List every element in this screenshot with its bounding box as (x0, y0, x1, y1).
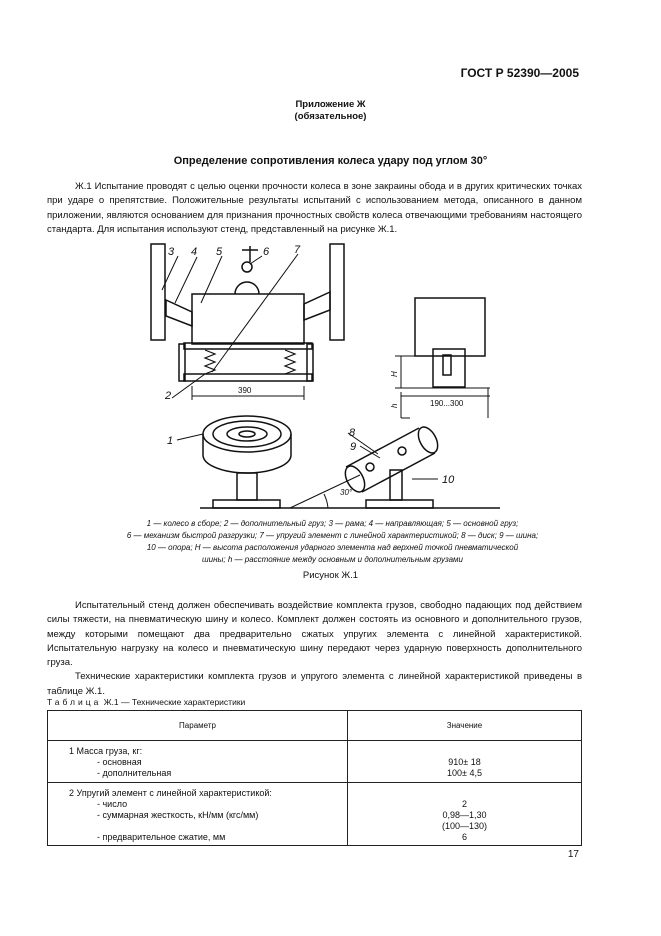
label-10: 10 (442, 474, 455, 486)
header-value: Значение (348, 711, 582, 741)
item-value: 6 (461, 832, 467, 842)
frame-right-pillar (330, 244, 344, 340)
body-paragraph-1: Испытательный стенд должен обеспечивать воздействие комплекта грузов, свободно падающих под действием силы тяжести, на пневматическую шину и колесо. Комплект должен состоять из основного и дополнительного грузов, между которыми помещают два предварительно сжатых упругих элемента с линейной характеристикой. Испытательную нагрузку на колесо и пневматическую шину передают через ударную поверхность дополнительного груза. (47, 600, 582, 669)
dim-H: H (390, 371, 399, 377)
item-value: 2 (461, 799, 467, 809)
guide-left (166, 300, 192, 326)
item-label: - дополнительная (97, 768, 172, 778)
item-label: - предварительное сжатие, мм (97, 832, 226, 842)
frame-left-pillar (151, 244, 165, 340)
item-value: 100± 4,5 (447, 768, 482, 778)
group-title: 1 Масса груза, кг: (69, 746, 143, 756)
item-label: - число (97, 799, 128, 809)
annex-label: Приложение Ж (295, 99, 366, 110)
standard-number: ГОСТ Р 52390—2005 (460, 66, 579, 80)
section-heading: Определение сопротивления колеса удару под углом 30° (173, 155, 488, 167)
page-number: 17 (567, 849, 579, 860)
label-4: 4 (191, 246, 198, 258)
header-parameter: Параметр (48, 711, 348, 741)
group-title: 2 Упругий элемент с линейной характеристикой: (69, 788, 272, 798)
item-value: 0,98—1,30 (442, 810, 487, 820)
item-label: - основная (97, 757, 142, 767)
legend-line: 6 — механизм быстрой разгрузки; 7 — упругий элемент с линейной характеристикой; 8 — диск; 9 — шина; (126, 531, 539, 540)
table-header-row (48, 711, 582, 741)
dim-range: 190...300 (430, 399, 464, 408)
label-2: 2 (165, 390, 172, 402)
legend-line: шины; h — расстояние между основным и дополнительным грузами (202, 555, 463, 564)
intro-paragraph-text: Ж.1 Испытание проводят с целью оценки прочности колеса в зоне закраины обода и в других критических точках при ударе о препятствие. Положительные результаты испытаний с использованием метода, описанного в данном приложении, являются основанием для признания прочностных свойств колеса отвечающими требованиям настоящего стандарта. Для испытания используют стенд, представленный на рисунке Ж.1. (47, 181, 582, 235)
label-9: 9 (350, 441, 357, 453)
label-6: 6 (263, 246, 270, 258)
item-label (49, 821, 346, 832)
table-caption-title: Ж.1 — Технические характеристики (103, 697, 246, 707)
param-cell (48, 783, 348, 846)
param-cell (48, 741, 348, 783)
label-7: 7 (294, 244, 301, 256)
item-value: 910± 18 (448, 757, 481, 767)
label-5: 5 (216, 246, 223, 258)
table-row (48, 741, 582, 783)
table-row (48, 783, 582, 846)
body-paragraph-2: Технические характеристики комплекта грузов и упругого элемента с линейной характеристикой приведены в таблице Ж.1. (47, 671, 582, 697)
dim-h: h (390, 403, 399, 408)
main-weight (192, 294, 304, 344)
item-value: (100—130) (441, 821, 488, 831)
item-label: - суммарная жесткость, кН/мм (кгс/мм) (97, 810, 259, 820)
label-8: 8 (349, 427, 356, 439)
angle-label: 30° (340, 488, 353, 497)
impact-weight (415, 298, 485, 356)
label-1: 1 (167, 435, 174, 447)
legend-line: 10 — опора; H — высота расположения ударного элемента над верхней точкой пневматической (146, 543, 519, 552)
figure-caption: Рисунок Ж.1 (302, 570, 359, 581)
guide-right (304, 292, 330, 320)
table-caption (47, 697, 245, 707)
dim-width: 390 (238, 386, 252, 395)
table-caption-prefix: Таблица (47, 697, 102, 707)
value-cell (348, 741, 582, 783)
label-3: 3 (168, 246, 175, 258)
annex-status: (обязательное) (294, 111, 367, 122)
value-cell (348, 783, 582, 846)
body-text (47, 599, 582, 699)
legend-line: 1 — колесо в сборе; 2 — дополнительный груз; 3 — рама; 4 — направляющая; 5 — основной груз; (146, 519, 519, 528)
spec-table (47, 710, 582, 846)
figure-legend (60, 518, 605, 566)
